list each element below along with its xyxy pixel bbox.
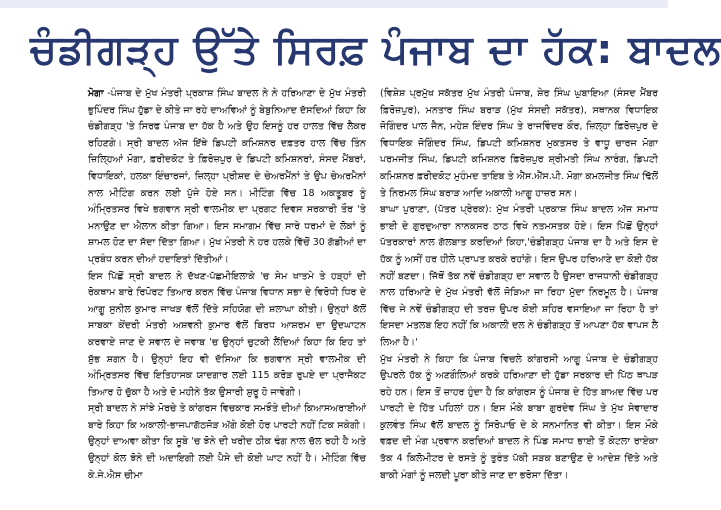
right-column (380, 86, 658, 506)
paragraph (88, 86, 366, 269)
left-column (88, 86, 366, 506)
paragraph-text: -ਪੰਜਾਬ ਦੇ ਮੁੱਖ ਮੰਤਰੀ ਪ੍ਰਕਾਸ਼ ਸਿੰਘ ਬਾਦਲ ਨੇ ਨੇ ਹਰਿਆਣਾ ਦੇ ਮੁੱਖ ਮੰਤਰੀ ਭੁਪਿੰਦਰ ਸਿੰਘ ਹੁੱਡਾ ਦੇ ਕੀਤੇ ਜਾ ਰਹੇ ਦਾਅਵਿਆਂ ਨੂੰ ਬੇਬੁਨਿਆਦ ਦੱਸਦਿਆਂ ਕਿਹਾ ਕਿ ਚੰਡੀਗੜ੍ਹ 'ਤੇ ਸਿਰਫ ਪੰਜਾਬ ਦਾ ਹੱਕ ਹੈ ਅਤੇ ਉਹ ਇਸਨੂੰ ਹਰ ਹਾਲਤ ਵਿੱਚ ਲੈਕਰ ਰਹਿਣਗੇ। ਸ੍ਰੀ ਬਾਦਲ ਅੱਜ ਇੱਥੇ ਡਿਪਟੀ ਕਮਿਸ਼ਨਰ ਦਫ਼ਤਰ ਹਾਲ ਵਿੱਚ ਤਿੰਨ ਜ਼ਿਲ੍ਹਿਆਂ ਮੋਗਾ, ਫ਼ਰੀਦਕੋਟ ਤੇ ਫ਼ਿਰੋਜ਼ਪੁਰ ਦੇ ਡਿਪਟੀ ਕਮਿਸ਼ਨਰਾਂ, ਸੰਸਦ ਮੈਂਬਰਾਂ, ਵਿਧਾਇਕਾਂ, ਹਲਕਾ ਇੰਚਾਰਜਾਂ, ਜ਼ਿਲ੍ਹਾ ਪ੍ਰੀਸ਼ਦ ਦੇ ਚੇਅਰਮੈਂਨਾਂ ਤੇ ਉਪ ਚੇਅਰਮੈਨਾਂ ਨਾਲ ਮੀਟਿੰਗ ਕਰਨ ਲਈ ਪੁੱਜੇ ਹੋਏ ਸਨ। ਮੀਟਿੰਗ ਵਿੱਚ 18 ਅਕਤੂਬਰ ਨੂੰ ਅੰਮ੍ਰਿਤਸਰ ਵਿਖੇ ਭਗਵਾਨ ਸ੍ਰੀ ਵਾਲਮੀਕ ਦਾ ਪ੍ਰਗਟ ਦਿਵਸ ਸਰਕਾਰੀ ਤੌਰ 'ਤੇ ਮਨਾਉਣ ਦਾ ਐਲਾਨ ਕੀਤਾ ਗਿਆ। ਇਸ ਸਮਾਗਮ ਵਿੱਚ ਸਾਰੇ ਧਰਮਾਂ ਦੇ ਲੋਕਾਂ ਨੂੰ ਸ਼ਾਮਲ ਹੋਣ ਦਾ ਸੱਦਾ ਦਿੱਤਾ ਗਿਆ। ਮੁੱਖ ਮੰਤਰੀ ਨੇ ਹਰ ਹਲਕੇ ਵਿੱਚੋਂ 30 ਗੱਡੀਆਂ ਦਾ ਪ੍ਰਬੰਧ ਕਰਨ ਦੀਆਂ ਹਦਾਇਤਾਂ ਦਿੱਤੀਆਂ। (88, 88, 366, 265)
dateline: ਮੋਗਾ (88, 88, 104, 99)
paragraph: (ਵਿਸ਼ੇਸ਼ ਪ੍ਰਮੁੱਖ ਸਕੱਤਰ ਮੁੱਖ ਮੰਤਰੀ ਪੰਜਾਬ, ਸ਼ੇਰ ਸਿੰਘ ਘੁਬਾਇਆ (ਸੰਸਦ ਮੈਂਬਰ ਫ਼ਿਰੋਜ਼ਪੁਰ), ਮਨਤਾਰ ਸਿੰਘ ਬਰਾੜ (ਮੁੱਖ ਸੰਸਦੀ ਸਕੱਤਰ), ਸਥਾਨਕ ਵਿਧਾਇਕ ਜੋਗਿੰਦਰ ਪਾਲ ਜੈਨ, ਮਹੇਸ਼ ਇੰਦਰ ਸਿੰਘ ਤੇ ਰਾਜਵਿੰਦਰ ਕੌਰ, ਜ਼ਿਲ੍ਹਾ ਫ਼ਿਰੋਜ਼ਪੁਰ ਦੇ ਵਿਧਾਇਕ ਜੋਗਿੰਦਰ ਸਿੰਘ, ਡਿਪਟੀ ਕਮਿਸ਼ਨਰ ਮੁਕਤਸਰ ਤੇ ਵਾਧੂ ਚਾਰਜ ਮੋਗਾ ਪਰਮਜੀਤ ਸਿੰਘ, ਡਿਪਟੀ ਕਮਿਸ਼ਨਰ ਫ਼ਿਰੋਜ਼ਪੁਰ ਸ਼੍ਰੀਮਤੀ ਸਿੰਘ ਨਾਰੰਗ, ਡਿਪਟੀ ਕਮਿਸ਼ਨਰ ਫ਼ਰੀਦਕੋਟ ਮੁਹੰਮਦ ਤਾਇਬ ਤੇ ਐੱਸ.ਐੱਸ.ਪੀ. ਮੋਗਾ ਕਮਲਜੀਤ ਸਿੰਘ ਢਿੱਲੋਂ ਤੇ ਨਿਰਮਲ ਸਿੰਘ ਬਰਾੜ ਆਦਿ ਅਕਾਲੀ ਆਗੂ ਹਾਜ਼ਰ ਸਨ। (380, 88, 658, 199)
paragraph: ਬਾਘਾ ਪੁਰਾਣਾ, (ਪੱਤਰ ਪ੍ਰੇਰਕ): ਮੁੱਖ ਮੰਤਰੀ ਪ੍ਰਕਾਸ਼ ਸਿੰਘ ਬਾਦਲ ਅੱਜ ਸਮਾਧ ਭਾਈ ਦੇ ਗੁਰਦੁਆਰਾ ਨਾਨਕਸਰ ਠਾਠ ਵਿਖੇ ਨਤਮਸਤਕ ਹੋਏ। ਇਸ ਪਿੱਛੋਂ ਉਨ੍ਹਾਂ ਪੱਤਰਕਾਰਾਂ ਨਾਲ ਗੱਲਬਾਤ ਕਰਦਿਆਂ ਕਿਹਾ,'ਚੰਡੀਗੜ੍ਹ ਪੰਜਾਬ ਦਾ ਹੈ ਅਤੇ ਇਸ ਦੇ ਹੱਕ ਨੂੰ ਅਸੀਂ ਹਰ ਹੀਲੇ ਪ੍ਰਾਪਤ ਕਰਕੇ ਰਹਾਂਗੇ। ਇਸ ਉਪਰ ਹਰਿਆਣੇ ਦਾ ਕੋਈ ਹੱਕ ਨਹੀਂ ਬਣਦਾ। ਜਿੱਥੋਂ ਤੱਕ ਨਵੇਂ ਚੰਡੀਗੜ੍ਹ ਦਾ ਸਵਾਲ ਹੈ ਉਸਦਾ ਰਾਜਧਾਨੀ ਚੰਡੀਗੜ੍ਹ ਨਾਲ ਹਰਿਆਣੇ ਦੇ ਮੁੱਖ ਮੰਤਰੀ ਵੱਲੋਂ ਜੋੜਿਆ ਜਾ ਰਿਹਾ ਮੁੱਦਾ ਨਿਰਮੂਲ ਹੈ। ਪੰਜਾਬ ਵਿੱਚ ਜੇ ਨਵੇਂ ਚੰਡੀਗੜ੍ਹ ਦੀ ਤਰਜ਼ ਉਪਰ ਕੋਈ ਸ਼ਹਿਰ ਵਸਾਇਆ ਜਾ ਰਿਹਾ ਹੈ ਤਾਂ ਇਸਦਾ ਮਤਲਬ ਇਹ ਨਹੀਂ ਕਿ ਅਕਾਲੀ ਦਲ ਨੇ ਚੰਡੀਗੜ੍ਹ ਤੋਂ ਆਪਣਾ ਹੱਕ ਵਾਪਸ ਲੈ ਲਿਆ ਹੈ।' (380, 204, 658, 348)
article-body (88, 86, 658, 506)
article-headline: ਚੰਡੀਗੜ੍ਹ ਉੱਤੇ ਸਿਰਫ਼ ਪੰਜਾਬ ਦਾ ਹੱਕ: ਬਾਦਲ (30, 27, 721, 73)
paragraph: ਸ੍ਰੀ ਬਾਦਲ ਨੇ ਸਾਂਝੇ ਮੋਰਚੇ ਤੇ ਕਾਂਗਰਸ ਵਿਚਕਾਰ ਸਮਝੌਤੇ ਦੀਆਂ ਕਿਆਸਅਰਾਈਆਂ ਬਾਰੇ ਕਿਹਾ ਕਿ ਅਕਾਲੀ-ਭਾਜਪਾਗੱਠਜੋੜ ਅੱਗੇ ਕੋਈ ਹੋਰ ਪਾਰਟੀ ਨਹੀਂ ਟਿਕ ਸਕੇਗੀ। ਉਨ੍ਹਾਂ ਦਾਅਵਾ ਕੀਤਾ ਕਿ ਸੂਬੇ 'ਚ ਝੋਨੇ ਦੀ ਖਰੀਦ ਠੀਕ ਢੰਗ ਨਾਲ ਚੱਲ ਰਹੀ ਹੈ ਅਤੇ ਉਨ੍ਹਾਂ ਕੋਲ ਝੋਨੇ ਦੀ ਅਦਾਇਗੀ ਲਈ ਪੈਸੇ ਦੀ ਕੋਈ ਘਾਟ ਨਹੀਂ ਹੈ। ਮੀਟਿੰਗ ਵਿੱਚ ਕੇ.ਜੇ.ਐਸ ਚੀਮਾ (88, 403, 366, 481)
paragraph: ਇਸ ਪਿੱਛੋਂ ਸ੍ਰੀ ਬਾਦਲ ਨੇ ਦੱਖਣ-ਪੱਛਮੀਇਲਾਕੇ 'ਚ ਸੇਮ ਖਾਤਮੇ ਤੇ ਹੜ੍ਹਾਂ ਦੀ ਰੋਕਥਾਮ ਬਾਰੇ ਰਿਪੋਰਟ ਤਿਆਰ ਕਰਨ ਵਿੱਚ ਪੰਜਾਬ ਵਿਧਾਨ ਸਭਾ ਦੇ ਵਿਰੋਧੀ ਧਿਰ ਦੇ ਆਗੂ ਸੁਨੀਲ ਕੁਮਾਰ ਜਾਖੜ ਵੱਲੋਂ ਦਿੱਤੇ ਸਹਿਯੋਗ ਦੀ ਸ਼ਲਾਘਾ ਕੀਤੀ। ਉਨ੍ਹਾਂ ਕੱਲੋਂ ਸਾਬਕਾ ਕੇਂਦਰੀ ਮੰਤਰੀ ਅਸ਼ਵਨੀ ਕੁਮਾਰ ਵੱਲੋਂ ਬਿਰਧ ਆਸ਼ਰਮ ਦਾ ਉਦਘਾਟਨ ਕਰਵਾਏ ਜਾਣ ਦੇ ਸਵਾਲ ਦੇ ਜਵਾਬ 'ਚ ਉਨ੍ਹਾਂ ਚੁਟਕੀ ਲੈਂਦਿਆਂ ਕਿਹਾ ਕਿ ਇਹ ਤਾਂ ਸ਼ੁੱਭ ਸ਼ਗਨ ਹੈ। ਉਨ੍ਹਾਂ ਇਹ ਵੀ ਦੱਸਿਆ ਕਿ ਭਗਵਾਨ ਸ੍ਰੀ ਵਾਲਮੀਕ ਦੀ ਅੰਮ੍ਰਿਤਸਰ ਵਿੱਚ ਇਤਿਹਾਸਕ ਯਾਦਗਾਰ ਲਈ 115 ਕਰੋੜ ਰੁਪਏ ਦਾ ਪ੍ਰਾਜੈਕਟ ਤਿਆਰ ਹੋ ਚੁੱਕਾ ਹੈ ਅਤੇ ਦੋ ਮਹੀਨੇ ਤੱਕ ਉਸਾਰੀ ਸ਼ੁਰੂ ਹੋ ਜਾਵੇਗੀ। (88, 270, 366, 398)
top-band (0, 0, 668, 8)
paragraph: ਮੁੱਖ ਮੰਤਰੀ ਨੇ ਕਿਹਾ ਕਿ ਪੰਜਾਬ ਵਿਚਲੇ ਕਾਂਗਰਸੀ ਆਗੂ ਪੰਜਾਬ ਦੇ ਚੰਡੀਗੜ੍ਹ ਉਪਰਲੇ ਹੱਕ ਨੂੰ ਅਣਗੌਲਿਆਂ ਕਰਕੇ ਹਰਿਆਣਾ ਦੀ ਹੁੱਡਾ ਸਰਕਾਰ ਦੀ ਪਿੱਠ ਥਾਪੜ ਰਹੇ ਹਨ। ਇਸ ਤੋਂ ਜ਼ਾਹਰ ਹੁੰਦਾ ਹੈ ਕਿ ਕਾਂਗਰਸ ਨੂੰ ਪੰਜਾਬ ਦੇ ਹਿੱਤ ਬਾਅਦ ਵਿੱਚ ਪਰ ਪਾਰਟੀ ਦੇ ਹਿੱਤ ਪਹਿਲਾਂ ਹਨ। ਇਸ ਮੌਕੇ ਬਾਬਾ ਗੁਰਦੇਵ ਸਿੰਘ ਤੇ ਮੁੱਖ ਸੇਵਾਦਾਰ ਕੁਲਵੰਤ ਸਿੰਘ ਵੱਲੋਂ ਬਾਦਲ ਨੂੰ ਸਿਰੋਪਾਓ ਦੇ ਕੇ ਸਨਮਾਨਿਤ ਵੀ ਕੀਤਾ। ਇਸ ਮੌਕੇ ਵਫ਼ਦ ਦੀ ਮੰਗ ਪ੍ਰਵਾਨ ਕਰਦਿਆਂ ਬਾਦਲ ਨੇ ਪਿੰਡ ਸਮਾਧ ਭਾਈ ਤੋਂ ਕੋਟਲਾ ਰਾਏਕਾ ਤੱਕ 4 ਕਿਲੋਮੀਟਰ ਦੇ ਰਸਤੇ ਨੂੰ ਤੁਰੰਤ ਪੱਕੀ ਸੜਕ ਬਣਾਉਣ ਦੇ ਆਦੇਸ਼ ਦਿੱਤੇ ਅਤੇ ਬਾਕੀ ਮੰਗਾਂ ਨੂੰ ਜਲਦੀ ਪੂਰਾ ਕੀਤੇ ਜਾਣ ਦਾ ਭਰੋਸਾ ਦਿੱਤਾ। (380, 353, 658, 481)
